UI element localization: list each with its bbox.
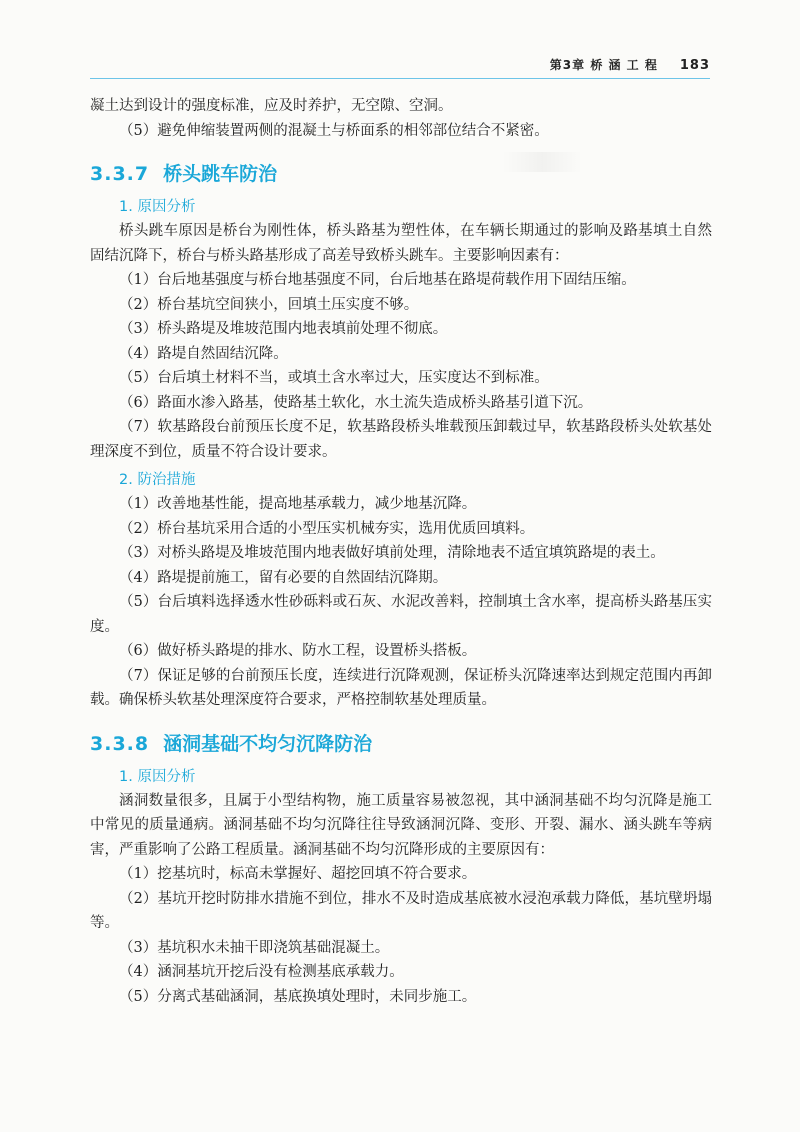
list-item: （1）挖基坑时，标高未掌握好、超挖回填不符合要求。 (119, 866, 477, 882)
list-item: （3）桥头路堤及堆坡范围内地表填前处理不彻底。 (119, 321, 448, 337)
list-item: （4）涵洞基坑开挖后没有检测基底承载力。 (119, 964, 404, 980)
chapter-title: 第3章 桥 涵 工 程 (549, 58, 658, 72)
subheading-prevention: 2. 防治措施 (119, 472, 196, 488)
list-item: （2）基坑开挖时防排水措施不到位，排水不及时造成基底被水浸泡承载力降低，基坑壁坍塌等。 (90, 890, 712, 931)
section-heading-3-3-7 (90, 161, 712, 187)
list-item: （6）路面水渗入路基，使路基土软化，水土流失造成桥头路基引道下沉。 (119, 394, 593, 411)
list-item: （5）台后填料选择透水性砂砾料或石灰、水泥改善料，控制填土含水率，提高桥头路基压实度。 (90, 594, 712, 635)
list-item: （7）保证足够的台前预压长度，连续进行沉降观测，保证桥头沉降速率达到规定范围内再卸载。确保桥头软基处理深度符合要求，严格控制软基处理质量。 (90, 667, 712, 708)
header-text (550, 56, 710, 73)
list-item: （2）桥台基坑采用合适的小型压实机械夯实，选用优质回填料。 (119, 520, 535, 537)
page-body (90, 94, 712, 1009)
list-item: （4）路堤自然固结沉降。 (119, 345, 288, 362)
subheading-cause-analysis: 1. 原因分析 (119, 768, 196, 785)
paragraph: 桥头跳车原因是桥台为刚性体，桥头路基为塑性体，在车辆长期通过的影响及路基填土自然固结沉降下，桥台与桥头路基形成了高差导致桥头跳车。主要影响因素有： (90, 223, 712, 264)
list-item: （2）桥台基坑空间狭小，回填土压实度不够。 (119, 296, 419, 313)
section-title: 涵洞基础不均匀沉降防治 (163, 732, 373, 755)
list-item: （3）基坑积水未抽干即浇筑基础混凝土。 (119, 939, 390, 956)
paragraph: 涵洞数量很多，且属于小型结构物，施工质量容易被忽视，其中涵洞基础不均匀沉降是施工中常见的质量通病。涵洞基础不均匀沉降往往导致涵洞沉降、变形、开裂、漏水、涵头跳车等病害，严重影响了公路工程质量。涵洞基础不均匀沉降形成的主要原因有： (90, 792, 712, 858)
list-item: （3）对桥头路堤及堆坡范围内地表做好填前处理，清除地表不适宜填筑路堤的表土。 (119, 545, 665, 561)
section-heading-3-3-8 (90, 731, 712, 757)
subheading-cause-analysis: 1. 原因分析 (119, 199, 196, 215)
section-title: 桥头跳车防治 (163, 163, 278, 185)
list-item: （5）分离式基础涵洞，基底换填处理时，未同步施工。 (119, 988, 477, 1005)
page-number: 183 (679, 58, 710, 73)
running-header (90, 56, 710, 79)
list-item: （1）改善地基性能，提高地基承载力，减少地基沉降。 (119, 496, 477, 512)
list-item: （6）做好桥头路堤的排水、防水工程，设置桥头搭板。 (119, 643, 477, 659)
list-item: （7）软基路段台前预压长度不足，软基路段桥头堆载预压卸载过早，软基路段桥头处软基处理深度不到位，质量不符合设计要求。 (90, 419, 712, 460)
list-item: （1）台后地基强度与桥台地基强度不同，台后地基在路堤荷载作用下固结压缩。 (119, 272, 636, 288)
intro-item-5: （5）避免伸缩装置两侧的混凝土与桥面系的相邻部位结合不紧密。 (119, 122, 549, 139)
list-item: （5）台后填土材料不当，或填土含水率过大，压实度达不到标准。 (119, 370, 549, 386)
list-item: （4）路堤提前施工，留有必要的自然固结沉降期。 (119, 569, 448, 586)
section-number: 3.3.7 (90, 163, 150, 185)
section-number: 3.3.8 (90, 732, 150, 755)
intro-continuation: 凝土达到设计的强度标准，应及时养护，无空隙、空洞。 (90, 98, 453, 114)
